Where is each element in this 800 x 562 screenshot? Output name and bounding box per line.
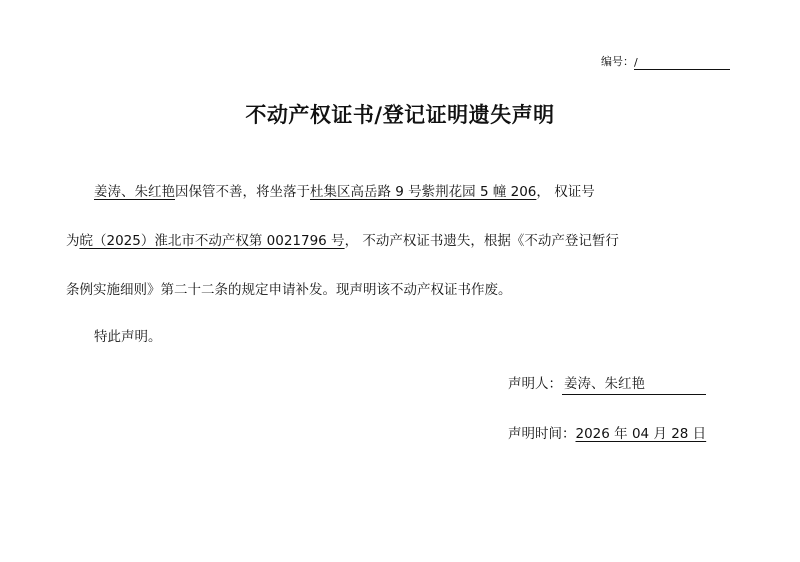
- body-text: ， 权证号: [536, 184, 595, 200]
- body-text: ， 不动产权证书遗失，根据《不动产登记暂行: [344, 233, 619, 249]
- closing-statement: [66, 327, 736, 347]
- date-label: 声明时间：: [508, 426, 576, 442]
- declarant-label: 声明人：: [508, 376, 562, 392]
- body-text: 为: [66, 233, 80, 249]
- declarant-names: 姜涛、朱红艳: [94, 184, 175, 200]
- document-title: 不动产权证书/登记证明遗失声明: [245, 102, 555, 127]
- body-line-2: [66, 231, 736, 251]
- serial-value: /: [634, 55, 730, 70]
- body-text: 因保管不善，将坐落于: [175, 184, 310, 200]
- certificate-number: 皖（2025）淮北市不动产权第 0021796 号: [79, 233, 345, 249]
- declarant-value: 姜涛、朱红艳: [562, 374, 706, 395]
- serial-number: [601, 54, 730, 70]
- signature-date: [508, 424, 706, 444]
- signature-declarant: [508, 374, 706, 395]
- property-location: 杜集区高岳路 9 号紫荆花园 5 幢 206: [310, 184, 537, 200]
- serial-label: 编号：: [601, 55, 634, 68]
- body-line-3: 条例实施细则》第二十二条的规定申请补发。现声明该不动产权证书作废。: [66, 282, 512, 298]
- closing-text: 特此声明。: [94, 329, 162, 345]
- date-value: 2026 年 04 月 28 日: [575, 426, 707, 442]
- body-line-1: [66, 182, 736, 202]
